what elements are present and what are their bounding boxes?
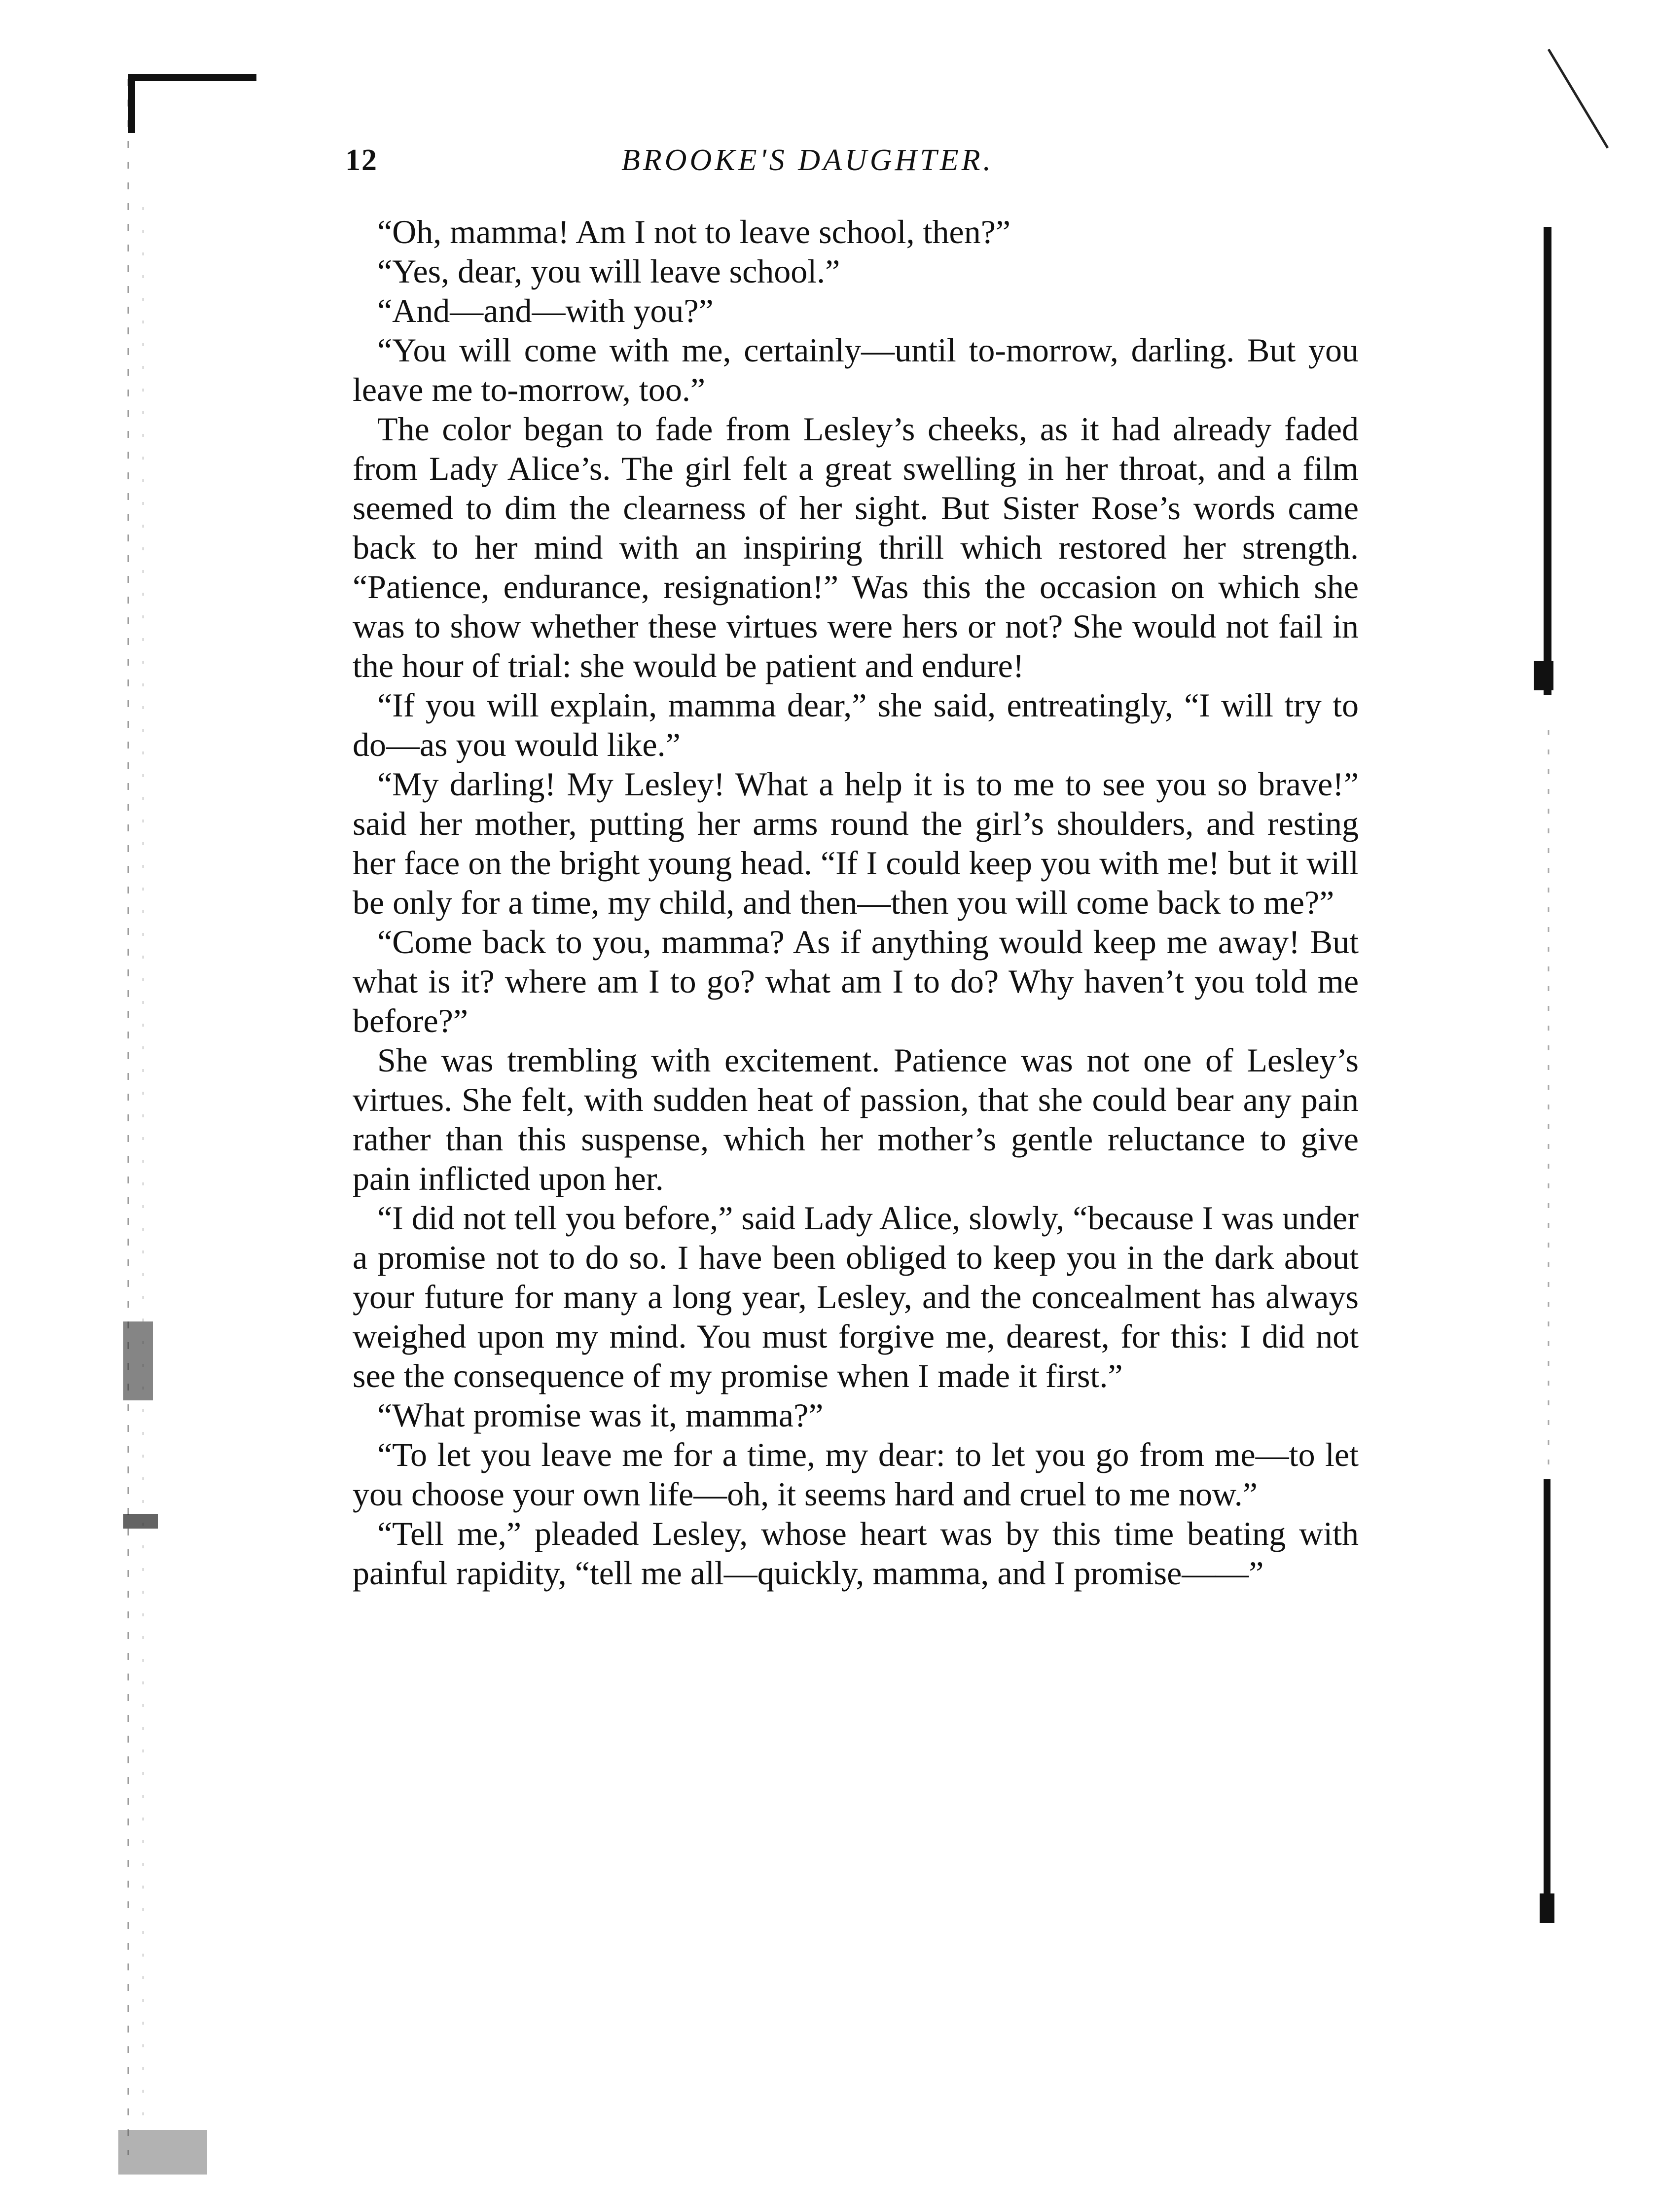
paragraph: “You will come with me, certainly—until to-morrow, darling. But you leave me to-morrow, too.”: [353, 331, 1359, 408]
paragraph: She was trembling with excitement. Patience was not one of Lesley’s virtues. She felt, with sudden heat of passion, that she could bear any pain rather than this suspense, which her mother’s gentle reluctance to give pain inflicted upon her.: [353, 1041, 1359, 1197]
paragraph: “Oh, mamma! Am I not to leave school, then?”: [377, 213, 1011, 250]
running-title: BROOKE'S DAUGHTER.: [621, 143, 994, 177]
paragraph: “What promise was it, mamma?”: [377, 1396, 824, 1434]
scan-binding-right: [1494, 39, 1642, 2160]
paragraph: “My darling! My Lesley! What a help it is to me to see you so brave!” said her mother, putting her arms round the girl’s shoulders, and resting her face on the bright young head. “If I could keep you with me! but it will be only for a time, my child, and then—then you will come back to me?”: [353, 765, 1359, 921]
paragraph: The color began to fade from Lesley’s cheeks, as it had already faded from Lady Alice’s. The girl felt a great swelling in her throat, and a film seemed to dim the clearness of her sight. But Sister Rose’s words came back to her mind with an inspiring thrill which restored her strength. “Patience, endurance, resignation!” Was this the occasion on which she was to show whether these virtues were hers or not? She would not fail in the hour of trial: she would be patient and endure!: [353, 410, 1359, 684]
running-header: [345, 143, 1361, 187]
page-number: 12: [345, 143, 378, 177]
paragraph: “If you will explain, mamma dear,” she said, entreatingly, “I will try to do—as you would like.”: [353, 686, 1359, 763]
paragraph: “And—and—with you?”: [377, 292, 714, 329]
paragraph: “To let you leave me for a time, my dear: to let you go from me—to let you choose your own life—oh, it seems hard and cruel to me now.”: [353, 1436, 1359, 1513]
body-text: [353, 212, 1359, 1593]
paragraph: “I did not tell you before,” said Lady Alice, slowly, “because I was under a promise not to do so. I have been obliged to keep you in the dark about your future for many a long year, Lesley, and the concealment has always weighed upon my mind. You must forgive me, dearest, for this: I did not see the consequence of my promise when I made it first.”: [353, 1199, 1359, 1394]
paragraph: “Come back to you, mamma? As if anything would keep me away! But what is it? where am I to go? what am I to do? Why haven’t you told me before?”: [353, 923, 1359, 1039]
paragraph: “Yes, dear, you will leave school.”: [377, 252, 840, 290]
paragraph: “Tell me,” pleaded Lesley, whose heart was by this time beating with painful rapidity, “tell me all—quickly, mamma, and I promise——”: [353, 1515, 1359, 1592]
scan-binding-left: [113, 59, 261, 2179]
scan-corner-mark: [118, 69, 266, 138]
